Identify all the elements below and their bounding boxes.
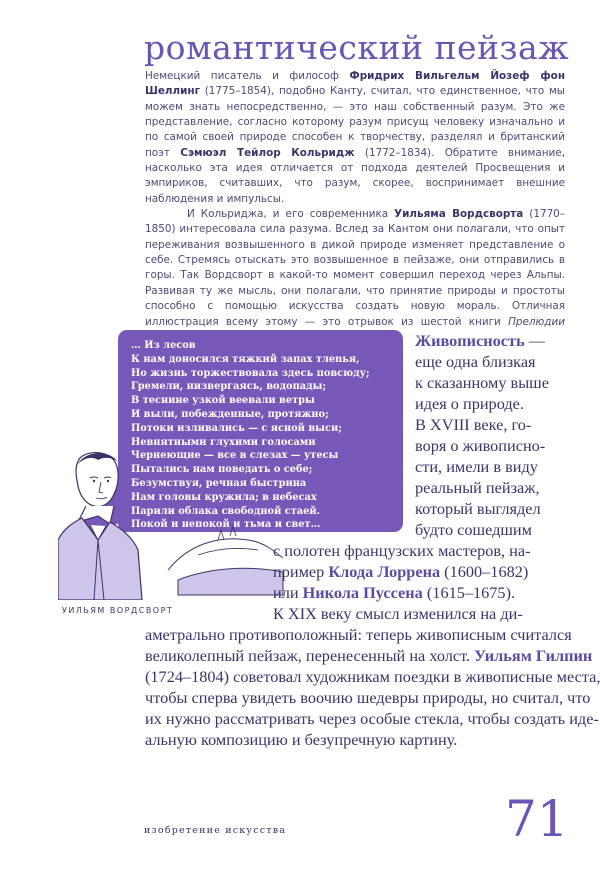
text-run: (1770–1850) интересовала сила разума. Вслед за Кантом они полагали, что опыт переживания возвышенного в дикой природе изменяет представление о себе. Стремясь отыскать это возвышенное в пейзаже, они отправились в горы. Так Вордсворт в какой-то момент совершил переход через Альпы. Развивая ту же мысль, они полагали, что принятие природы и простоты способно с помощью искусства создать новую мораль. Отличная иллюстрация всему этому — это отрывок из шестой книги [145, 208, 565, 328]
wordsworth-portrait-illustration [58, 450, 288, 600]
main-text-middle [273, 540, 578, 624]
text-run: или [273, 583, 303, 602]
text-run: — [524, 331, 546, 350]
text-line [273, 540, 578, 561]
text-run: сти, имели в виду [415, 457, 538, 476]
text-run: идея о природе. [415, 394, 524, 413]
text-run: реальный пейзаж, [415, 478, 540, 497]
text-line [415, 351, 585, 372]
bold-name: Уильям Гилпин [474, 646, 593, 665]
poem-line: Чернеющие — все в слезах — утесы [131, 450, 339, 462]
text-line [273, 582, 578, 603]
bold-name: Уильяма Вордсворта [394, 208, 524, 221]
poem-line: … Из лесов [131, 340, 196, 351]
bold-name: Клода Лоррена [328, 562, 441, 581]
poem-line: Потоки изливались — с ясной выси; [131, 422, 342, 434]
text-run: (1772–1834). Обратите внимание, насколько эта идея отличается от подхода деятелей Просвещения и эмпириков, считавших, что разум, скорее, воспринимает внешние наблюдения и импульсы. [145, 146, 565, 205]
portrait-caption: УИЛЬЯМ ВОРДСВОРТ [62, 606, 174, 615]
poem-line: Невнятными глухими голосами [131, 436, 316, 448]
poem-line: Парили облака свободной стаей. [131, 505, 321, 517]
poem-line: Нам головы кружила; в небесах [131, 491, 317, 503]
page-title: романтический пейзаж [144, 28, 570, 67]
text-run: (1615–1675). [422, 583, 516, 602]
poem-line: Но жизнь торжествовала здесь повсюду; [131, 367, 370, 379]
text-line [145, 624, 575, 645]
main-text-bottom [145, 624, 600, 750]
text-line [145, 687, 591, 708]
text-run: чтобы сперва увидеть воочию шедевры природы, но считал, что [145, 688, 591, 707]
text-run: к сказанному выше [415, 373, 549, 392]
text-run: воря о живописно- [415, 436, 546, 455]
text-line [415, 330, 585, 351]
text-line [415, 414, 585, 435]
text-run: с полотен французских мастеров, на- [273, 541, 531, 560]
poem-line: Пытались нам поведать о себе; [131, 464, 313, 476]
poem-line: Безумствуя, речная быстрина [131, 477, 307, 489]
running-footer: изобретение искусства [144, 825, 287, 836]
text-run: еще одна близкая [415, 352, 536, 371]
text-run: пример [273, 562, 329, 581]
text-run: (1724–1804) советовал художникам поездки в живописные места, [145, 667, 600, 686]
main-text-right-column [415, 330, 585, 540]
poem-line: Гремели, низвергаясь, водопады; [131, 381, 327, 393]
bold-name: Живописность [415, 331, 525, 350]
text-line [415, 393, 585, 414]
text-line [415, 456, 585, 477]
text-line [415, 519, 585, 540]
page-number: 71 [505, 790, 569, 848]
text-line [145, 666, 600, 687]
text-line [273, 561, 578, 582]
text-run: И Кольриджа, и его современника [187, 208, 395, 221]
italic-title: Прелюдии [508, 315, 565, 328]
text-run: их нужно рассматривать через особые стекла, чтобы создать иде- [145, 709, 599, 728]
intro-paragraph-2 [145, 207, 565, 345]
intro-paragraph-1 [145, 69, 565, 207]
text-run: Немецкий писатель и философ [145, 70, 350, 82]
text-line [145, 708, 599, 729]
bold-name: Никола Пуссена [302, 583, 423, 602]
bold-name: Сэмюэл Тейлор Кольридж [180, 146, 355, 159]
text-line [145, 645, 593, 666]
bold-name: Фридрих Вильгельм Йозеф фон Шеллинг [145, 70, 565, 98]
text-run: В XVIII веке, го- [415, 415, 532, 434]
text-line [273, 603, 578, 624]
text-run: будто сошедшим [415, 520, 532, 539]
text-run: (1600–1682) [440, 562, 529, 581]
poem-line: В теснине узкой веевали ветры [131, 395, 315, 407]
poem-line: К нам доносился тяжкий запах тлеnья, [131, 353, 360, 365]
text-run: (1775–1854), подобно Канту, считал, что единственное, что мы можем знать непосредственно, — это наш собственный разум. Это же представление, согласно которому разум присущ человеку изначально и по самой своей природе способен к творчеству, разделял и британский поэт [145, 85, 565, 159]
text-run: который выглядел [415, 499, 541, 518]
text-line [145, 729, 575, 750]
text-run: К XIX веку смысл изменился на ди- [273, 604, 523, 623]
intro-text [145, 69, 565, 345]
poem-line: Покой и непокой и тьма и свет… [131, 519, 321, 531]
text-line [415, 477, 585, 498]
text-line [415, 372, 585, 393]
text-run: великолепный пейзаж, перенесенный на холст. [145, 646, 475, 665]
poem-line: И выли, побежденные, протяжно; [131, 408, 329, 420]
text-run: аметрально противоположный: теперь живописным считался [145, 625, 572, 644]
text-run: альную композицию и безупречную картину. [145, 730, 458, 749]
text-line [415, 435, 585, 456]
text-line [415, 498, 585, 519]
